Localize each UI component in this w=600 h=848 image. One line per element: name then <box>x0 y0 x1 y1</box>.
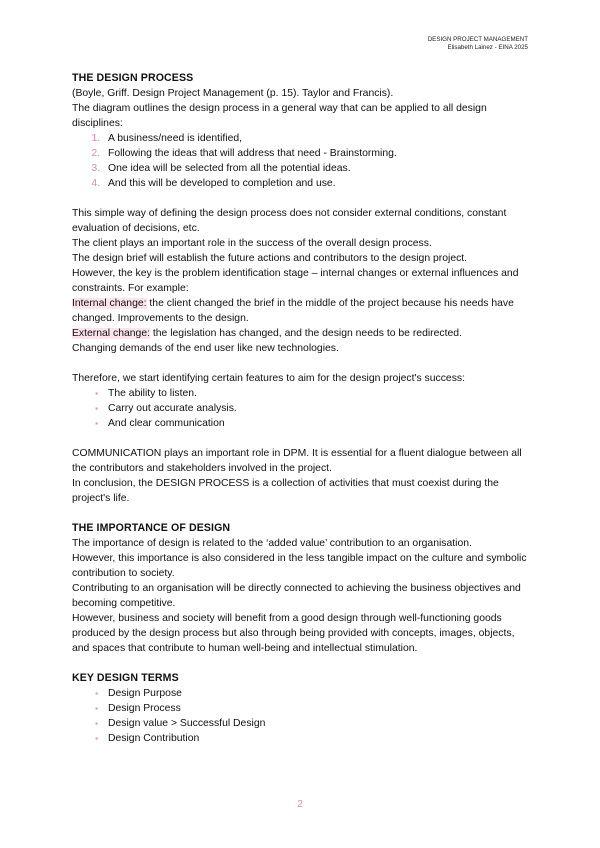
list-item-text: And this will be developed to completion and use. <box>108 178 336 189</box>
list-item <box>72 146 534 161</box>
header-course-title: DESIGN PROJECT MANAGEMENT <box>427 36 528 43</box>
list-item-text: Following the ideas that will address that need - Brainstorming. <box>108 148 397 159</box>
list-number: 4. <box>91 178 100 189</box>
list-item <box>72 131 534 146</box>
highlight-internal-change: Internal change: <box>72 298 147 309</box>
spacer <box>72 506 534 521</box>
list-item <box>72 386 534 401</box>
paragraph: However, this importance is also considered in the less tangible impact on the culture and symbolic contribution to society. <box>72 553 527 579</box>
list-item-text: Carry out accurate analysis. <box>108 403 237 414</box>
internal-change-text: the client changed the brief in the middle of the project because his needs have changed. Improvements to the design. <box>72 298 514 324</box>
list-item-text: Design Purpose <box>108 688 182 699</box>
bullet-icon: ▪ <box>95 389 98 398</box>
bullet-icon: ▪ <box>95 719 98 728</box>
bullet-icon: ▪ <box>95 689 98 698</box>
running-header <box>428 36 528 52</box>
list-item-text: Design value > Successful Design <box>108 718 266 729</box>
external-change-paragraph <box>72 326 534 341</box>
success-features-list <box>72 386 534 431</box>
spacer <box>72 356 534 371</box>
spacer <box>72 191 534 206</box>
bullet-icon: ▪ <box>95 404 98 413</box>
list-item <box>72 731 534 746</box>
highlight-external-change: External change: <box>72 328 150 339</box>
list-number: 2. <box>91 148 100 159</box>
paragraph: However, the key is the problem identification stage – internal changes or external influences and constraints. For example: <box>72 268 519 294</box>
internal-change-paragraph <box>72 296 534 326</box>
bullet-icon: ▪ <box>95 419 98 428</box>
list-item <box>72 716 534 731</box>
paragraph: The importance of design is related to the ‘added value’ contribution to an organisation. <box>72 538 472 549</box>
section-title-key-design-terms: KEY DESIGN TERMS <box>72 672 179 684</box>
list-item-text: Design Process <box>108 703 181 714</box>
page-number: 2 <box>297 799 303 810</box>
design-process-steps <box>72 131 534 191</box>
paragraph: Therefore, we start identifying certain features to aim for the design project's success: <box>72 373 465 384</box>
list-item <box>72 701 534 716</box>
list-item <box>72 161 534 176</box>
section-title-importance-of-design: THE IMPORTANCE OF DESIGN <box>72 522 231 534</box>
bullet-icon: ▪ <box>95 704 98 713</box>
header-author: Elisabeth Lainez - EINA 2025 <box>447 44 528 51</box>
list-item-text: One idea will be selected from all the potential ideas. <box>108 163 351 174</box>
list-item <box>72 416 534 431</box>
list-item-text: A business/need is identified, <box>108 133 243 144</box>
paragraph: The client plays an important role in the success of the overall design process. <box>72 238 432 249</box>
list-item <box>72 686 534 701</box>
document-body <box>72 71 534 746</box>
paragraph: However, business and society will benefit from a good design through well-functioning goods produced by the design process but also through being provided with concepts, images, objects, and spaces that contribute to human well-being and intellectual stimulation. <box>72 613 515 654</box>
key-terms-list <box>72 686 534 746</box>
paragraph: In conclusion, the DESIGN PROCESS is a collection of activities that must coexist during the project's life. <box>72 478 499 504</box>
spacer <box>72 656 534 671</box>
list-number: 1. <box>91 133 100 144</box>
paragraph: The design brief will establish the future actions and contributors to the design project. <box>72 253 468 264</box>
paragraph: COMMUNICATION plays an important role in DPM. It is essential for a fluent dialogue between all the contributors and stakeholders involved in the project. <box>72 448 522 474</box>
citation: (Boyle, Griff. Design Project Management (p. 15). Taylor and Francis). <box>72 88 394 99</box>
section-title-design-process: THE DESIGN PROCESS <box>72 72 194 84</box>
paragraph: Contributing to an organisation will be directly connected to achieving the business objectives and becoming competitive. <box>72 583 521 609</box>
list-item-text: And clear communication <box>108 418 225 429</box>
bullet-icon: ▪ <box>95 734 98 743</box>
intro-paragraph: The diagram outlines the design process in a general way that can be applied to all design disciplines: <box>72 103 487 129</box>
list-item-text: Design Contribution <box>108 733 200 744</box>
list-item-text: The ability to listen. <box>108 388 197 399</box>
external-change-text: the legislation has changed, and the design needs to be redirected. <box>149 328 462 339</box>
paragraph: Changing demands of the end user like new technologies. <box>72 343 339 354</box>
paragraph: This simple way of defining the design process does not consider external conditions, constant evaluation of decisions, etc. <box>72 208 507 234</box>
list-item <box>72 176 534 191</box>
list-number: 3. <box>91 163 100 174</box>
list-item <box>72 401 534 416</box>
spacer <box>72 431 534 446</box>
